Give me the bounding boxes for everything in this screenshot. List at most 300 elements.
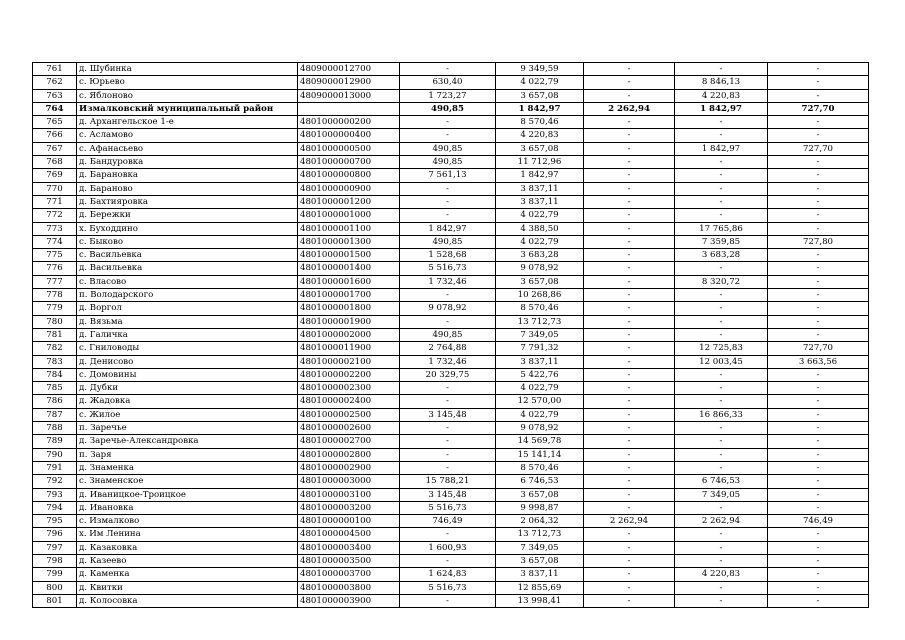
value-col-4: - xyxy=(675,289,768,302)
row-number: 771 xyxy=(33,195,77,208)
value-col-2: 4 022,79 xyxy=(496,76,584,89)
value-col-1: 630,40 xyxy=(400,76,496,89)
row-number: 764 xyxy=(33,102,77,115)
value-col-2: 10 268,86 xyxy=(496,289,584,302)
row-number: 784 xyxy=(33,368,77,381)
value-col-3: - xyxy=(584,422,675,435)
value-col-5: - xyxy=(768,448,869,461)
value-col-3: - xyxy=(584,528,675,541)
value-col-2: 9 078,92 xyxy=(496,422,584,435)
oktmo-code: 4801000003400 xyxy=(298,541,400,554)
settlement-name: д. Шубинка xyxy=(77,63,298,76)
row-number: 779 xyxy=(33,302,77,315)
value-col-3: - xyxy=(584,408,675,421)
value-col-1: - xyxy=(400,315,496,328)
settlement-name: с. Власово xyxy=(77,275,298,288)
row-number: 780 xyxy=(33,315,77,328)
value-col-2: 3 837,11 xyxy=(496,355,584,368)
row-number: 789 xyxy=(33,435,77,448)
value-col-3: - xyxy=(584,475,675,488)
value-col-4: - xyxy=(675,368,768,381)
oktmo-code: 4801000000200 xyxy=(298,116,400,129)
value-col-5: - xyxy=(768,554,869,567)
value-col-1: 746,49 xyxy=(400,515,496,528)
oktmo-code: 4801000001000 xyxy=(298,209,400,222)
value-col-5: - xyxy=(768,182,869,195)
table-row xyxy=(33,195,869,208)
table-row xyxy=(33,222,869,235)
table-row xyxy=(33,249,869,262)
value-col-5: - xyxy=(768,528,869,541)
table-row xyxy=(33,382,869,395)
settlement-name: п. Заря xyxy=(77,448,298,461)
table-row xyxy=(33,435,869,448)
value-col-5: - xyxy=(768,262,869,275)
value-col-4: - xyxy=(675,116,768,129)
value-col-4: - xyxy=(675,302,768,315)
oktmo-code: 4801000001100 xyxy=(298,222,400,235)
row-number: 792 xyxy=(33,475,77,488)
table-row xyxy=(33,182,869,195)
settlement-name: д. Барановка xyxy=(77,169,298,182)
settlement-name: д. Дубки xyxy=(77,382,298,395)
value-col-5: 727,80 xyxy=(768,235,869,248)
settlement-name: д. Ивановка xyxy=(77,501,298,514)
table-row xyxy=(33,275,869,288)
settlement-name: д. Знаменка xyxy=(77,461,298,474)
value-col-4: - xyxy=(675,554,768,567)
oktmo-code: 4801000003900 xyxy=(298,594,400,607)
value-col-2: 7 791,32 xyxy=(496,342,584,355)
value-col-3: - xyxy=(584,448,675,461)
data-table xyxy=(32,62,869,608)
settlement-name: Измалковский муниципальный район xyxy=(77,102,298,115)
table-row xyxy=(33,63,869,76)
value-col-5: - xyxy=(768,302,869,315)
row-number: 795 xyxy=(33,515,77,528)
value-col-2: 3 657,08 xyxy=(496,275,584,288)
oktmo-code: 4801000001500 xyxy=(298,249,400,262)
table-row xyxy=(33,116,869,129)
value-col-2: 3 683,28 xyxy=(496,249,584,262)
table-row xyxy=(33,76,869,89)
value-col-2: 15 141,14 xyxy=(496,448,584,461)
value-col-4: - xyxy=(675,129,768,142)
oktmo-code: 4809000012900 xyxy=(298,76,400,89)
value-col-5: - xyxy=(768,501,869,514)
value-col-3: - xyxy=(584,222,675,235)
settlement-name: с. Васильевка xyxy=(77,249,298,262)
value-col-5: - xyxy=(768,581,869,594)
value-col-2: 3 837,11 xyxy=(496,568,584,581)
value-col-2: 9 349,59 xyxy=(496,63,584,76)
row-number: 766 xyxy=(33,129,77,142)
row-number: 765 xyxy=(33,116,77,129)
oktmo-code: 4801000003200 xyxy=(298,501,400,514)
table-row xyxy=(33,102,869,115)
settlement-name: п. Володарского xyxy=(77,289,298,302)
table-row xyxy=(33,568,869,581)
settlement-name: д. Казеево xyxy=(77,554,298,567)
row-number: 769 xyxy=(33,169,77,182)
value-col-5: - xyxy=(768,195,869,208)
settlement-name: д. Жадовка xyxy=(77,395,298,408)
table-row xyxy=(33,289,869,302)
settlement-name: д. Бахтияровка xyxy=(77,195,298,208)
row-number: 788 xyxy=(33,422,77,435)
value-col-3: - xyxy=(584,142,675,155)
value-col-4: - xyxy=(675,501,768,514)
settlement-name: с. Быково xyxy=(77,235,298,248)
value-col-3: - xyxy=(584,289,675,302)
row-number: 777 xyxy=(33,275,77,288)
value-col-5: - xyxy=(768,475,869,488)
table-row xyxy=(33,169,869,182)
table-row xyxy=(33,129,869,142)
value-col-1: - xyxy=(400,594,496,607)
value-col-2: 3 657,08 xyxy=(496,142,584,155)
value-col-2: 3 657,08 xyxy=(496,554,584,567)
value-col-2: 4 220,83 xyxy=(496,129,584,142)
value-col-4: 7 359,85 xyxy=(675,235,768,248)
row-number: 797 xyxy=(33,541,77,554)
oktmo-code: 4801000003000 xyxy=(298,475,400,488)
row-number: 787 xyxy=(33,408,77,421)
value-col-1: - xyxy=(400,209,496,222)
value-col-5: - xyxy=(768,368,869,381)
value-col-3: - xyxy=(584,488,675,501)
value-col-2: 5 422,76 xyxy=(496,368,584,381)
row-number: 770 xyxy=(33,182,77,195)
value-col-2: 3 657,08 xyxy=(496,89,584,102)
value-col-4: - xyxy=(675,156,768,169)
value-col-1: - xyxy=(400,395,496,408)
row-number: 793 xyxy=(33,488,77,501)
value-col-5: - xyxy=(768,315,869,328)
oktmo-code: 4801000000400 xyxy=(298,129,400,142)
value-col-1: - xyxy=(400,182,496,195)
value-col-4: - xyxy=(675,382,768,395)
value-col-4: - xyxy=(675,461,768,474)
value-col-5: - xyxy=(768,568,869,581)
row-number: 794 xyxy=(33,501,77,514)
value-col-5: - xyxy=(768,169,869,182)
value-col-1: 7 561,13 xyxy=(400,169,496,182)
value-col-4: 4 220,83 xyxy=(675,89,768,102)
row-number: 761 xyxy=(33,63,77,76)
value-col-1: - xyxy=(400,422,496,435)
oktmo-code: 4801000002700 xyxy=(298,435,400,448)
row-number: 785 xyxy=(33,382,77,395)
value-col-5: - xyxy=(768,328,869,341)
value-col-5: - xyxy=(768,395,869,408)
row-number: 774 xyxy=(33,235,77,248)
settlement-name: д. Бережки xyxy=(77,209,298,222)
row-number: 768 xyxy=(33,156,77,169)
value-col-4: - xyxy=(675,594,768,607)
value-col-4: - xyxy=(675,63,768,76)
value-col-4: 3 683,28 xyxy=(675,249,768,262)
row-number: 799 xyxy=(33,568,77,581)
row-number: 786 xyxy=(33,395,77,408)
value-col-3: - xyxy=(584,63,675,76)
table-row xyxy=(33,501,869,514)
value-col-2: 4 022,79 xyxy=(496,382,584,395)
value-col-5: - xyxy=(768,289,869,302)
value-col-2: 3 837,11 xyxy=(496,182,584,195)
value-col-3: - xyxy=(584,249,675,262)
settlement-name: д. Квитки xyxy=(77,581,298,594)
value-col-4: 17 765,86 xyxy=(675,222,768,235)
value-col-3: - xyxy=(584,209,675,222)
value-col-3: - xyxy=(584,581,675,594)
value-col-1: 490,85 xyxy=(400,142,496,155)
value-col-4: 1 842,97 xyxy=(675,102,768,115)
value-col-5: - xyxy=(768,156,869,169)
value-col-5: - xyxy=(768,116,869,129)
row-number: 801 xyxy=(33,594,77,607)
oktmo-code: 4801000000900 xyxy=(298,182,400,195)
row-number: 767 xyxy=(33,142,77,155)
value-col-1: - xyxy=(400,195,496,208)
value-col-1: - xyxy=(400,289,496,302)
settlement-name: д. Воргол xyxy=(77,302,298,315)
table-row xyxy=(33,395,869,408)
value-col-1: 9 078,92 xyxy=(400,302,496,315)
table-row xyxy=(33,156,869,169)
value-col-1: 3 145,48 xyxy=(400,408,496,421)
oktmo-code: 4801000003100 xyxy=(298,488,400,501)
settlement-name: х. Буходдино xyxy=(77,222,298,235)
value-col-3: - xyxy=(584,461,675,474)
table-row xyxy=(33,302,869,315)
value-col-5: - xyxy=(768,422,869,435)
row-number: 775 xyxy=(33,249,77,262)
table-row xyxy=(33,368,869,381)
table-row xyxy=(33,594,869,607)
oktmo-code: 4801000000700 xyxy=(298,156,400,169)
value-col-3: - xyxy=(584,302,675,315)
oktmo-code: 4801000002600 xyxy=(298,422,400,435)
row-number: 763 xyxy=(33,89,77,102)
settlement-name: д. Бандуровка xyxy=(77,156,298,169)
value-col-1: - xyxy=(400,448,496,461)
value-col-2: 7 349,05 xyxy=(496,328,584,341)
table-body xyxy=(33,63,869,608)
settlement-name: с. Юрьево xyxy=(77,76,298,89)
value-col-1: 5 516,73 xyxy=(400,581,496,594)
value-col-4: 6 746,53 xyxy=(675,475,768,488)
oktmo-code: 4801000002400 xyxy=(298,395,400,408)
value-col-3: - xyxy=(584,76,675,89)
oktmo-code: 4801000002900 xyxy=(298,461,400,474)
value-col-3: - xyxy=(584,169,675,182)
value-col-4: - xyxy=(675,209,768,222)
settlement-name: д. Денисово xyxy=(77,355,298,368)
value-col-3: - xyxy=(584,195,675,208)
value-col-2: 1 842,97 xyxy=(496,169,584,182)
row-number: 791 xyxy=(33,461,77,474)
oktmo-code: 4801000000500 xyxy=(298,142,400,155)
value-col-2: 4 388,50 xyxy=(496,222,584,235)
table-row xyxy=(33,408,869,421)
row-number: 798 xyxy=(33,554,77,567)
table-row xyxy=(33,235,869,248)
row-number: 776 xyxy=(33,262,77,275)
value-col-1: 5 516,73 xyxy=(400,501,496,514)
table-row xyxy=(33,475,869,488)
value-col-4: 2 262,94 xyxy=(675,515,768,528)
value-col-1: - xyxy=(400,129,496,142)
row-number: 796 xyxy=(33,528,77,541)
value-col-4: - xyxy=(675,448,768,461)
value-col-4: - xyxy=(675,581,768,594)
value-col-3: - xyxy=(584,594,675,607)
value-col-4: - xyxy=(675,422,768,435)
row-number: 772 xyxy=(33,209,77,222)
value-col-5: - xyxy=(768,435,869,448)
value-col-3: - xyxy=(584,262,675,275)
value-col-5: - xyxy=(768,249,869,262)
oktmo-code: 4801000001300 xyxy=(298,235,400,248)
value-col-3: - xyxy=(584,554,675,567)
oktmo-code: 4801000002200 xyxy=(298,368,400,381)
value-col-4: 7 349,05 xyxy=(675,488,768,501)
value-col-4: - xyxy=(675,435,768,448)
value-col-3: - xyxy=(584,568,675,581)
value-col-5: - xyxy=(768,382,869,395)
settlement-name: д. Бараново xyxy=(77,182,298,195)
oktmo-code: 4801000002000 xyxy=(298,328,400,341)
row-number: 790 xyxy=(33,448,77,461)
value-col-1: - xyxy=(400,382,496,395)
value-col-2: 9 078,92 xyxy=(496,262,584,275)
value-col-1: 5 516,73 xyxy=(400,262,496,275)
table-row xyxy=(33,515,869,528)
settlement-name: с. Афанасьево xyxy=(77,142,298,155)
table-row xyxy=(33,541,869,554)
value-col-5: - xyxy=(768,488,869,501)
oktmo-code: 4801000000100 xyxy=(298,515,400,528)
settlement-name: д. Вязьма xyxy=(77,315,298,328)
value-col-1: 490,85 xyxy=(400,235,496,248)
value-col-1: 15 788,21 xyxy=(400,475,496,488)
value-col-4: 1 842,97 xyxy=(675,142,768,155)
value-col-2: 8 570,46 xyxy=(496,461,584,474)
value-col-3: - xyxy=(584,368,675,381)
oktmo-code: 4801000000800 xyxy=(298,169,400,182)
value-col-5: - xyxy=(768,594,869,607)
value-col-2: 13 998,41 xyxy=(496,594,584,607)
table-row xyxy=(33,209,869,222)
value-col-5: - xyxy=(768,63,869,76)
oktmo-code xyxy=(298,102,400,115)
oktmo-code: 4801000003500 xyxy=(298,554,400,567)
settlement-name: д. Иваницкое-Троицкое xyxy=(77,488,298,501)
value-col-2: 13 712,73 xyxy=(496,315,584,328)
value-col-1: - xyxy=(400,63,496,76)
table-row xyxy=(33,581,869,594)
value-col-3: - xyxy=(584,435,675,448)
value-col-2: 3 657,08 xyxy=(496,488,584,501)
value-col-2: 12 855,69 xyxy=(496,581,584,594)
value-col-4: - xyxy=(675,182,768,195)
value-col-5: 3 663,56 xyxy=(768,355,869,368)
value-col-2: 8 570,46 xyxy=(496,302,584,315)
value-col-4: 8 320,72 xyxy=(675,275,768,288)
value-col-1: 1 842,97 xyxy=(400,222,496,235)
table-row xyxy=(33,528,869,541)
value-col-4: 8 846,13 xyxy=(675,76,768,89)
table-row xyxy=(33,448,869,461)
value-col-2: 2 064,32 xyxy=(496,515,584,528)
value-col-3: - xyxy=(584,541,675,554)
settlement-name: с. Знаменское xyxy=(77,475,298,488)
oktmo-code: 4801000003800 xyxy=(298,581,400,594)
row-number: 773 xyxy=(33,222,77,235)
settlement-name: п. Заречье xyxy=(77,422,298,435)
table-row xyxy=(33,89,869,102)
value-col-1: 3 145,48 xyxy=(400,488,496,501)
oktmo-code: 4801000002500 xyxy=(298,408,400,421)
table-row xyxy=(33,262,869,275)
value-col-5: - xyxy=(768,541,869,554)
value-col-3: - xyxy=(584,182,675,195)
value-col-1: - xyxy=(400,554,496,567)
row-number: 782 xyxy=(33,342,77,355)
table-row xyxy=(33,342,869,355)
value-col-3: - xyxy=(584,355,675,368)
settlement-name: д. Каменка xyxy=(77,568,298,581)
value-col-4: - xyxy=(675,328,768,341)
table-row xyxy=(33,328,869,341)
table-row xyxy=(33,488,869,501)
value-col-4: - xyxy=(675,315,768,328)
oktmo-code: 4801000002100 xyxy=(298,355,400,368)
table-row xyxy=(33,355,869,368)
settlement-name: с. Домовины xyxy=(77,368,298,381)
value-col-4: - xyxy=(675,262,768,275)
value-col-5: 727,70 xyxy=(768,102,869,115)
oktmo-code: 4801000001900 xyxy=(298,315,400,328)
value-col-1: 490,85 xyxy=(400,156,496,169)
oktmo-code: 4801000002300 xyxy=(298,382,400,395)
value-col-3: - xyxy=(584,395,675,408)
value-col-3: 2 262,94 xyxy=(584,102,675,115)
oktmo-code: 4801000002800 xyxy=(298,448,400,461)
value-col-2: 4 022,79 xyxy=(496,235,584,248)
value-col-4: - xyxy=(675,169,768,182)
value-col-4: 16 866,33 xyxy=(675,408,768,421)
value-col-3: - xyxy=(584,315,675,328)
value-col-1: - xyxy=(400,435,496,448)
row-number: 762 xyxy=(33,76,77,89)
value-col-1: 490,85 xyxy=(400,102,496,115)
value-col-2: 1 842,97 xyxy=(496,102,584,115)
value-col-2: 9 998,87 xyxy=(496,501,584,514)
value-col-5: - xyxy=(768,209,869,222)
value-col-3: - xyxy=(584,382,675,395)
settlement-name: д. Васильевка xyxy=(77,262,298,275)
oktmo-code: 4809000012700 xyxy=(298,63,400,76)
value-col-1: - xyxy=(400,116,496,129)
row-number: 781 xyxy=(33,328,77,341)
table-row xyxy=(33,422,869,435)
value-col-5: - xyxy=(768,222,869,235)
oktmo-code: 4801000003700 xyxy=(298,568,400,581)
value-col-1: 490,85 xyxy=(400,328,496,341)
value-col-3: - xyxy=(584,235,675,248)
